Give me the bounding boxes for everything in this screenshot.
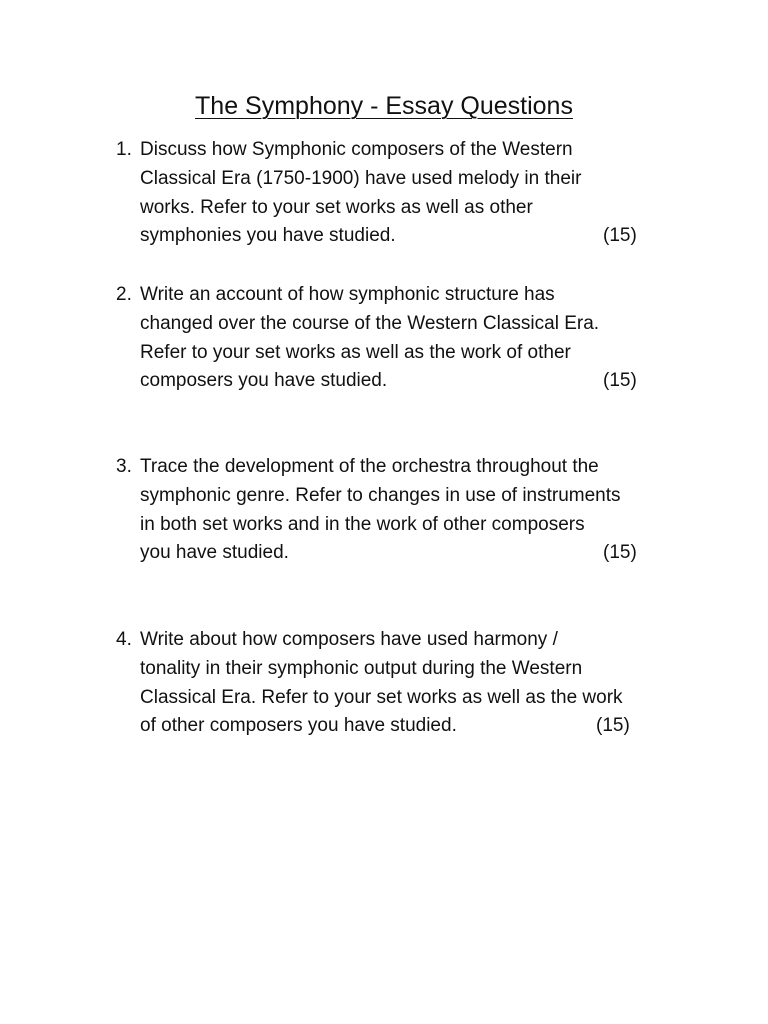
question-number: 3. [116, 456, 132, 477]
question-number: 2. [116, 284, 132, 305]
question-text-line: symphonic genre. Refer to changes in use of instruments [140, 484, 621, 506]
question-text-last: symphonies you have studied. [140, 225, 396, 247]
question-text-line [140, 712, 676, 741]
question-text-line: Discuss how Symphonic composers of the Western [140, 139, 573, 160]
question-2 [116, 281, 676, 396]
question-text-line: works. Refer to your set works as well as other [140, 196, 533, 218]
question-text-line [140, 539, 676, 568]
question-text-line: Refer to your set works as well as the work of other [140, 341, 571, 363]
question-4 [116, 626, 676, 741]
question-text-line: Classical Era (1750-1900) have used melody in their [140, 167, 582, 189]
question-3 [116, 453, 676, 568]
question-text-line [140, 222, 676, 251]
question-text-line: Classical Era. Refer to your set works as well as the work [140, 686, 623, 708]
page-title: The Symphony - Essay Questions [195, 92, 573, 120]
question-marks: (15) [603, 542, 637, 564]
question-text-line: Write an account of how symphonic structure has [140, 284, 555, 305]
question-text-last: you have studied. [140, 542, 289, 564]
question-text-line [140, 367, 676, 396]
question-number: 4. [116, 629, 132, 650]
question-marks: (15) [603, 225, 637, 247]
question-text-line: changed over the course of the Western Classical Era. [140, 312, 600, 334]
question-text-line: in both set works and in the work of other composers [140, 513, 585, 535]
question-text-last: of other composers you have studied. [140, 715, 457, 737]
question-number: 1. [116, 139, 132, 160]
question-text-line: Write about how composers have used harmony / [140, 629, 558, 650]
question-marks: (15) [603, 370, 637, 392]
question-text-last: composers you have studied. [140, 370, 388, 392]
question-marks: (15) [596, 715, 630, 737]
question-text-line: tonality in their symphonic output during the Western [140, 657, 583, 679]
question-1 [116, 136, 676, 251]
question-text-line: Trace the development of the orchestra throughout the [140, 456, 599, 477]
